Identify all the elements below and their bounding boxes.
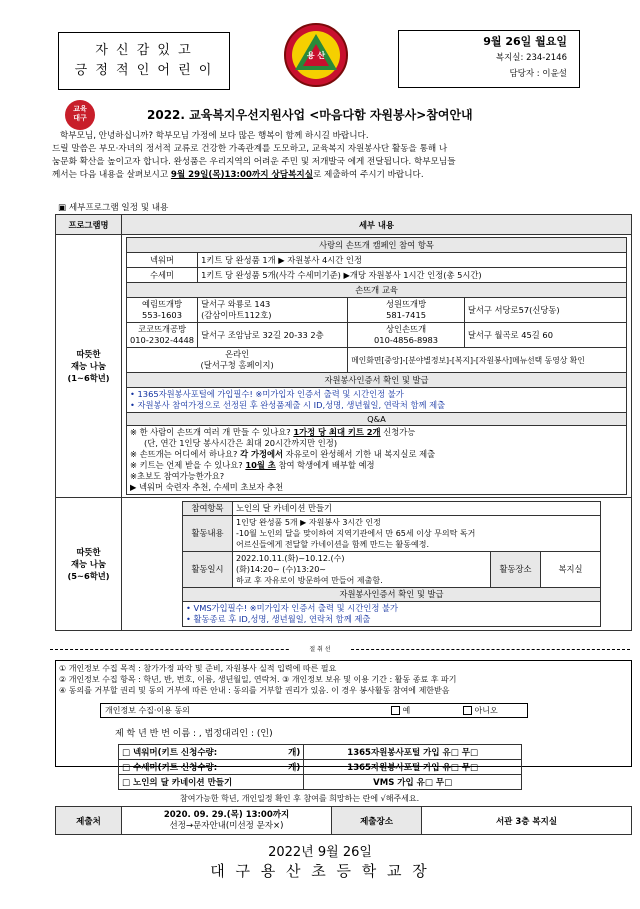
online-label2: (달서구청 홈페이지) [200,360,274,370]
qa-item1 [130,427,623,438]
form-row-scrubber[interactable]: □ 수세미(키트 신청수량: 개) [119,760,304,775]
qa-heading: Q&A [127,413,627,426]
qa-item2 [130,449,623,460]
online-path: 메인화면[중앙]-[분야별정보]-[복지]-[자원봉사]메뉴선택 동영상 확인 [348,348,627,373]
form-neck-label: 넥워머(키트 신청수량: [133,748,218,758]
col-program-name: 프로그램명 [56,215,122,235]
intro-line4a: 께서는 다음 내용을 살펴보시고 [52,170,171,180]
intro-line4c: 로 제출하여 주시기 바랍니다. [313,170,424,180]
footer-date: 2022년 9월 26일 [268,845,372,860]
manager-text: 담당자 : 이윤설 [509,69,567,79]
form-scrub-portal[interactable]: 1365자원봉사포털 가입 유□ 무□ [304,760,522,775]
submit-deadline: 2020. 09. 29.(목) 13:00까지 [163,809,290,820]
program2-name [56,498,122,631]
cert1-line1: • 1365자원봉사포털에 가입필수! ※미가입자 인증서 출력 및 시간인정 불가 [130,389,404,399]
form-row-carnation[interactable]: □ 노인의 달 카네이션 만들기 [119,775,304,790]
form-carnation-vms[interactable]: VMS 가입 유□ 무□ [304,775,522,790]
form-neck-unit: 개) [288,748,301,758]
intro-line1: 학부모님, 안녕하십니까? 학부모님 가정에 보다 많은 행복이 함께 하시길 바랍니다. [60,131,369,141]
shop4-name: 상인손뜨개 [386,324,427,334]
program2-name1: 따뜻한 [76,547,101,557]
qa2-emph: 각 가정에서 [240,449,284,459]
col-details: 세부 내용 [122,215,632,235]
cert2-heading: 자원봉사인증서 확인 및 발급 [183,588,601,602]
shop1-name: 예림뜨개방 [141,299,183,309]
item-label: 참여항목 [183,502,233,516]
shop3-name: 코코뜨개공방 [137,324,187,334]
program1-name1: 따뜻한 [76,349,101,359]
program-table [55,214,632,631]
qa-item3 [130,460,623,471]
program2-detail [182,501,601,627]
shop2-phone: 581-7415 [386,310,427,320]
emblem-text: 용 산 [306,51,326,60]
application-form [118,744,522,790]
program2-name2: 재능 나눔 [71,559,106,569]
program1-name3: (1~6학년) [67,373,110,383]
scrubber-info: 1키트 당 완성품 5개(사각 수세미기준) ▶개당 자원봉사 1시간 인정(총 5시간) [198,268,627,283]
consent-yes-checkbox[interactable] [391,706,400,715]
program1-name [56,235,122,498]
deadline-highlight: 9월 29일(목)13:00까지 상담복지실 [170,170,314,180]
qa1-note: (단, 연간 1인당 봉사시간은 최대 20시간까지만 인정) [144,438,338,448]
qa-item4: ※초보도 참여가능한가요? [130,471,225,481]
campaign-heading: 사랑의 손뜨개 캠페인 참여 항목 [127,238,627,253]
date-line3: 하교 후 자유로이 방문하여 만들어 제출함. [236,576,383,585]
qa3-q: ※ 키트는 언제 받을 수 있나요? [130,460,246,470]
activity-label: 활동내용 [183,516,233,552]
place-value: 복지실 [541,552,601,588]
shop4-addr: 달서구 월곡로 45길 60 [464,323,626,348]
qa-item5: ▶ 넥워머 숙련자 추천, 수세미 초보자 추천 [130,482,284,492]
cert2-line1: • VMS가입필수! ※미가입자 인증서 출력 및 시간인정 불가 [186,603,399,613]
consent-yes-label: 예 [402,706,411,715]
form-scrub-label: 수세미(키트 신청수량: [133,763,218,773]
student-info-line: 제 학 년 반 번 이름 : , 법정대리인 : (인) [115,729,273,739]
privacy-line2: ② 개인정보 수집 항목 : 학년, 반, 번호, 이름, 생년월일, 연락처. ③ 개인정보 보유 및 이용 기간 : 활동 종료 후 파기 [59,675,457,684]
school-emblem [283,22,349,88]
badge-line1: 교육 [73,105,87,113]
intro-paragraph [52,130,592,182]
date-text: 9월 26일 월요일 [483,35,567,48]
program1-detail [126,237,627,495]
section-label: ▣ 세부프로그램 일정 및 내용 [58,203,169,213]
slogan-line2: 긍 정 적 인 어 린 이 [74,63,214,78]
privacy-line1: ① 개인정보 수집 목적 : 참가가정 파악 및 준비, 자원봉사 실적 입력에 따른 필요 [59,664,337,673]
intro-line4 [52,169,592,182]
shop2-addr: 달서구 서당로57(신당동) [464,298,626,323]
form-note: 참여가능한 학년, 개인일정 확인 후 참여를 희망하는 란에 √해주세요. [180,794,420,803]
consent-row [100,703,528,718]
submit-table [55,806,632,835]
form-scrub-unit: 개) [288,763,301,773]
date-line2: (화)14:20~ (수)13:20~ [236,565,326,574]
submit-label: 제출처 [56,807,122,835]
date-label: 활동일시 [183,552,233,588]
shop1-phone: 553-1603 [142,310,182,320]
program2-name3: (5~6학년) [67,571,110,581]
qa1-tail: 신청가능 [380,427,416,437]
badge-line2: 대구 [73,114,87,122]
activity-line2: -10월 노인의 달을 맞이하여 지역기관에서 만 65세 이상 무의탁 독거 [236,529,476,538]
submit-place-value: 서관 3층 복지실 [422,807,632,835]
form-neck-portal[interactable]: 1365자원봉사포털 가입 유□ 무□ [304,745,522,760]
activity-line1: 1인당 완성품 5개 ▶ 자원봉사 3시간 인정 [236,518,381,527]
online-label1: 온라인 [225,349,250,359]
cert1-line2: • 자원봉사 참여가정으로 선정된 후 완성품제출 시 ID,성명, 생년월일, 연락처 함께 제출 [130,400,446,410]
item-value: 노인의 달 카네이션 만들기 [233,502,601,516]
shop3-phone: 010-2302-4448 [130,335,195,345]
consent-no-label: 아니오 [474,706,498,715]
shop4-phone: 010-4856-8983 [374,335,439,345]
date-box [398,30,580,88]
edu-badge [65,100,95,130]
footer-school: 대 구 용 산 초 등 학 교 장 [210,862,430,880]
privacy-line3: ④ 동의를 거부할 권리 및 동의 거부에 따른 안내 : 동의를 거부할 권리가 있음. 이 경우 봉사활동 참여에 제한받음 [59,686,450,695]
intro-line2: 드릴 말씀은 부모·자녀의 정서적 교류로 건강한 가족관계를 도모하고, 교육복지 자원봉사단 활동을 통해 나 [52,144,448,154]
education-heading: 손뜨개 교육 [127,283,627,298]
program1-name2: 재능 나눔 [71,361,106,371]
qa3-emph: 10월 초 [245,460,276,470]
qa1-emph: 1가정 당 최대 키트 2개 [293,427,381,437]
shop2-name: 성원뜨개방 [386,299,427,309]
shop1-addr1: 달서구 와룡로 143 [201,299,271,309]
activity-line3: 어르신들에게 전달할 카네이션을 함께 만드는 활동예정. [236,540,429,549]
qa2-q: ※ 손뜨개는 어디에서 하나요? [130,449,241,459]
shop3-addr: 달서구 조암남로 32길 20-33 2층 [198,323,348,348]
qa2-tail: 자유로이 완성해서 기한 내 복지실로 제출 [283,449,436,459]
phone-text: 복지실: 234-2146 [495,53,567,63]
qa1-q: ※ 한 사람이 손뜨개 여러 개 만들 수 있나요? [130,427,294,437]
cert2-line2: • 활동종료 후 ID,성명, 생년월일, 연락처 함께 제출 [186,614,371,624]
intro-line3: 눔문화 확산을 높이고자 합니다. 완성품은 우리지역의 어려운 주민 및 저개발국 에게 전달됩니다. 학부모님들 [52,157,456,167]
cert1-heading: 자원봉사인증서 확인 및 발급 [127,373,627,388]
consent-no-checkbox[interactable] [463,706,472,715]
place-label: 활동장소 [491,552,541,588]
neckwarmer-info: 1키트 당 완성품 1개 ▶ 자원봉사 4시간 인정 [198,253,627,268]
scrubber-label: 수세미 [127,268,198,283]
submit-place-label: 제출장소 [332,807,422,835]
form-row-neckwarmer[interactable]: □ 넥워머(키트 신청수량: 개) [119,745,304,760]
slogan-box [58,32,230,90]
page-title: 2022. 교육복지우선지원사업 <마음다함 자원봉사>참여안내 [147,108,473,122]
shop1-addr2: (감삼이마트112호) [201,310,272,320]
qa3-tail: 참여 학생에게 배부할 예정 [275,460,375,470]
slogan-line1: 자 신 감 있 고 [95,43,193,58]
neckwarmer-label: 넥워머 [127,253,198,268]
submit-notice: 선정→문자안내(미선정 문자×) [169,820,284,831]
cut-label: 절 취 선 [290,644,350,653]
consent-label: 개인정보 수집·이용 동의 [105,706,190,715]
date-line1: 2022.10.11.(화)~10.12.(수) [236,554,345,563]
form-carnation-label: 노인의 달 카네이션 만들기 [133,778,233,788]
